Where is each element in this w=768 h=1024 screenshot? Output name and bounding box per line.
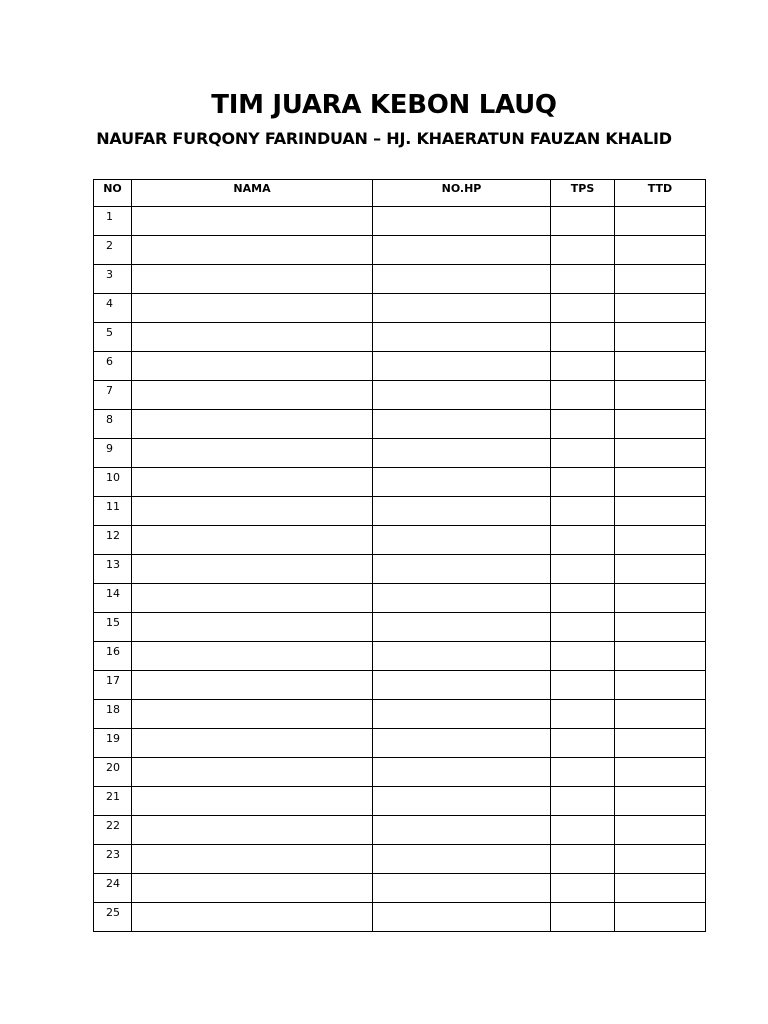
phone-cell[interactable]: [373, 410, 551, 439]
table-row: [94, 207, 706, 236]
name-cell[interactable]: [132, 671, 373, 700]
phone-cell[interactable]: [373, 323, 551, 352]
name-cell[interactable]: [132, 236, 373, 265]
document-subtitle: NAUFAR FURQONY FARINDUAN – HJ. KHAERATUN FAUZAN KHALID: [96, 129, 672, 148]
signature-cell[interactable]: [615, 323, 706, 352]
tps-cell[interactable]: [551, 497, 615, 526]
table-row: [94, 497, 706, 526]
signature-cell[interactable]: [615, 236, 706, 265]
name-cell[interactable]: [132, 497, 373, 526]
table-row: [94, 729, 706, 758]
signature-cell[interactable]: [615, 410, 706, 439]
signature-cell[interactable]: [615, 352, 706, 381]
signature-cell[interactable]: [615, 555, 706, 584]
row-number-cell: 10: [94, 468, 132, 497]
signature-cell[interactable]: [615, 642, 706, 671]
signature-cell[interactable]: [615, 729, 706, 758]
name-cell[interactable]: [132, 439, 373, 468]
document-title: TIM JUARA KEBON LAUQ: [211, 90, 557, 120]
signature-cell[interactable]: [615, 381, 706, 410]
row-number-cell: 14: [94, 584, 132, 613]
phone-cell[interactable]: [373, 352, 551, 381]
table-row: [94, 816, 706, 845]
tps-cell[interactable]: [551, 381, 615, 410]
signature-cell[interactable]: [615, 265, 706, 294]
name-cell[interactable]: [132, 787, 373, 816]
name-cell[interactable]: [132, 526, 373, 555]
signature-cell[interactable]: [615, 671, 706, 700]
row-number-cell: 11: [94, 497, 132, 526]
tps-cell[interactable]: [551, 555, 615, 584]
row-number-cell: 12: [94, 526, 132, 555]
name-cell[interactable]: [132, 758, 373, 787]
name-cell[interactable]: [132, 207, 373, 236]
name-cell[interactable]: [132, 613, 373, 642]
table-row: [94, 236, 706, 265]
name-cell[interactable]: [132, 700, 373, 729]
signature-cell[interactable]: [615, 845, 706, 874]
table-row: [94, 439, 706, 468]
name-cell[interactable]: [132, 381, 373, 410]
row-number-cell: 3: [94, 265, 132, 294]
phone-cell[interactable]: [373, 671, 551, 700]
phone-cell[interactable]: [373, 207, 551, 236]
table-row: [94, 584, 706, 613]
row-number-cell: 16: [94, 642, 132, 671]
signature-cell[interactable]: [615, 700, 706, 729]
signature-cell[interactable]: [615, 294, 706, 323]
phone-cell[interactable]: [373, 555, 551, 584]
tps-cell[interactable]: [551, 787, 615, 816]
row-number-cell: 17: [94, 671, 132, 700]
table-row: [94, 526, 706, 555]
signature-cell[interactable]: [615, 758, 706, 787]
phone-cell[interactable]: [373, 758, 551, 787]
table-row: [94, 671, 706, 700]
table-row: [94, 787, 706, 816]
phone-cell[interactable]: [373, 381, 551, 410]
row-number-cell: 4: [94, 294, 132, 323]
tps-cell[interactable]: [551, 613, 615, 642]
tps-cell[interactable]: [551, 439, 615, 468]
table-row: [94, 555, 706, 584]
table-row: [94, 845, 706, 874]
tps-cell[interactable]: [551, 642, 615, 671]
phone-cell[interactable]: [373, 642, 551, 671]
table-row: [94, 613, 706, 642]
phone-cell[interactable]: [373, 787, 551, 816]
tps-cell[interactable]: [551, 468, 615, 497]
table-row: [94, 265, 706, 294]
row-number-cell: 7: [94, 381, 132, 410]
signature-cell[interactable]: [615, 439, 706, 468]
table-row: [94, 381, 706, 410]
row-number-cell: 18: [94, 700, 132, 729]
row-number-cell: 8: [94, 410, 132, 439]
signature-cell[interactable]: [615, 207, 706, 236]
phone-cell[interactable]: [373, 613, 551, 642]
name-cell[interactable]: [132, 874, 373, 903]
table-row: [94, 903, 706, 932]
name-cell[interactable]: [132, 584, 373, 613]
phone-cell[interactable]: [373, 294, 551, 323]
tps-cell[interactable]: [551, 294, 615, 323]
row-number-cell: 23: [94, 845, 132, 874]
tps-cell[interactable]: [551, 352, 615, 381]
table-row: [94, 700, 706, 729]
name-cell[interactable]: [132, 903, 373, 932]
row-number-cell: 15: [94, 613, 132, 642]
name-cell[interactable]: [132, 468, 373, 497]
name-cell[interactable]: [132, 729, 373, 758]
row-number-cell: 9: [94, 439, 132, 468]
phone-cell[interactable]: [373, 700, 551, 729]
table-row: [94, 874, 706, 903]
tps-cell[interactable]: [551, 584, 615, 613]
phone-cell[interactable]: [373, 729, 551, 758]
table-row: [94, 642, 706, 671]
tps-cell[interactable]: [551, 526, 615, 555]
row-number-cell: 25: [94, 903, 132, 932]
name-cell[interactable]: [132, 323, 373, 352]
tps-cell[interactable]: [551, 758, 615, 787]
signature-cell[interactable]: [615, 787, 706, 816]
phone-cell[interactable]: [373, 874, 551, 903]
row-number-cell: 2: [94, 236, 132, 265]
name-cell[interactable]: [132, 642, 373, 671]
column-header-no: NO: [94, 180, 132, 207]
tps-cell[interactable]: [551, 816, 615, 845]
name-cell[interactable]: [132, 265, 373, 294]
tps-cell[interactable]: [551, 671, 615, 700]
row-number-cell: 20: [94, 758, 132, 787]
row-number-cell: 21: [94, 787, 132, 816]
row-number-cell: 5: [94, 323, 132, 352]
signature-cell[interactable]: [615, 903, 706, 932]
tps-cell[interactable]: [551, 410, 615, 439]
phone-cell[interactable]: [373, 265, 551, 294]
name-cell[interactable]: [132, 816, 373, 845]
tps-cell[interactable]: [551, 207, 615, 236]
phone-cell[interactable]: [373, 497, 551, 526]
row-number-cell: 22: [94, 816, 132, 845]
phone-cell[interactable]: [373, 584, 551, 613]
row-number-cell: 13: [94, 555, 132, 584]
tps-cell[interactable]: [551, 700, 615, 729]
column-header-ttd: TTD: [615, 180, 706, 207]
table-row: [94, 352, 706, 381]
row-number-cell: 6: [94, 352, 132, 381]
row-number-cell: 1: [94, 207, 132, 236]
signature-cell[interactable]: [615, 874, 706, 903]
name-cell[interactable]: [132, 352, 373, 381]
row-number-cell: 19: [94, 729, 132, 758]
phone-cell[interactable]: [373, 468, 551, 497]
phone-cell[interactable]: [373, 903, 551, 932]
tps-cell[interactable]: [551, 874, 615, 903]
phone-cell[interactable]: [373, 845, 551, 874]
name-cell[interactable]: [132, 410, 373, 439]
tps-cell[interactable]: [551, 845, 615, 874]
signature-cell[interactable]: [615, 584, 706, 613]
row-number-cell: 24: [94, 874, 132, 903]
tps-cell[interactable]: [551, 903, 615, 932]
phone-cell[interactable]: [373, 439, 551, 468]
roster-table: [93, 179, 706, 932]
phone-cell[interactable]: [373, 816, 551, 845]
table-header-row: [94, 180, 706, 207]
roster-table-body: [94, 207, 706, 932]
signature-cell[interactable]: [615, 613, 706, 642]
signature-cell[interactable]: [615, 497, 706, 526]
table-row: [94, 468, 706, 497]
table-row: [94, 294, 706, 323]
signature-cell[interactable]: [615, 468, 706, 497]
table-row: [94, 758, 706, 787]
tps-cell[interactable]: [551, 323, 615, 352]
phone-cell[interactable]: [373, 526, 551, 555]
signature-cell[interactable]: [615, 526, 706, 555]
tps-cell[interactable]: [551, 265, 615, 294]
name-cell[interactable]: [132, 294, 373, 323]
tps-cell[interactable]: [551, 236, 615, 265]
signature-cell[interactable]: [615, 816, 706, 845]
tps-cell[interactable]: [551, 729, 615, 758]
column-header-tps: TPS: [551, 180, 615, 207]
column-header-nama: NAMA: [132, 180, 373, 207]
phone-cell[interactable]: [373, 236, 551, 265]
name-cell[interactable]: [132, 555, 373, 584]
name-cell[interactable]: [132, 845, 373, 874]
table-row: [94, 323, 706, 352]
table-row: [94, 410, 706, 439]
column-header-no-hp: NO.HP: [373, 180, 551, 207]
